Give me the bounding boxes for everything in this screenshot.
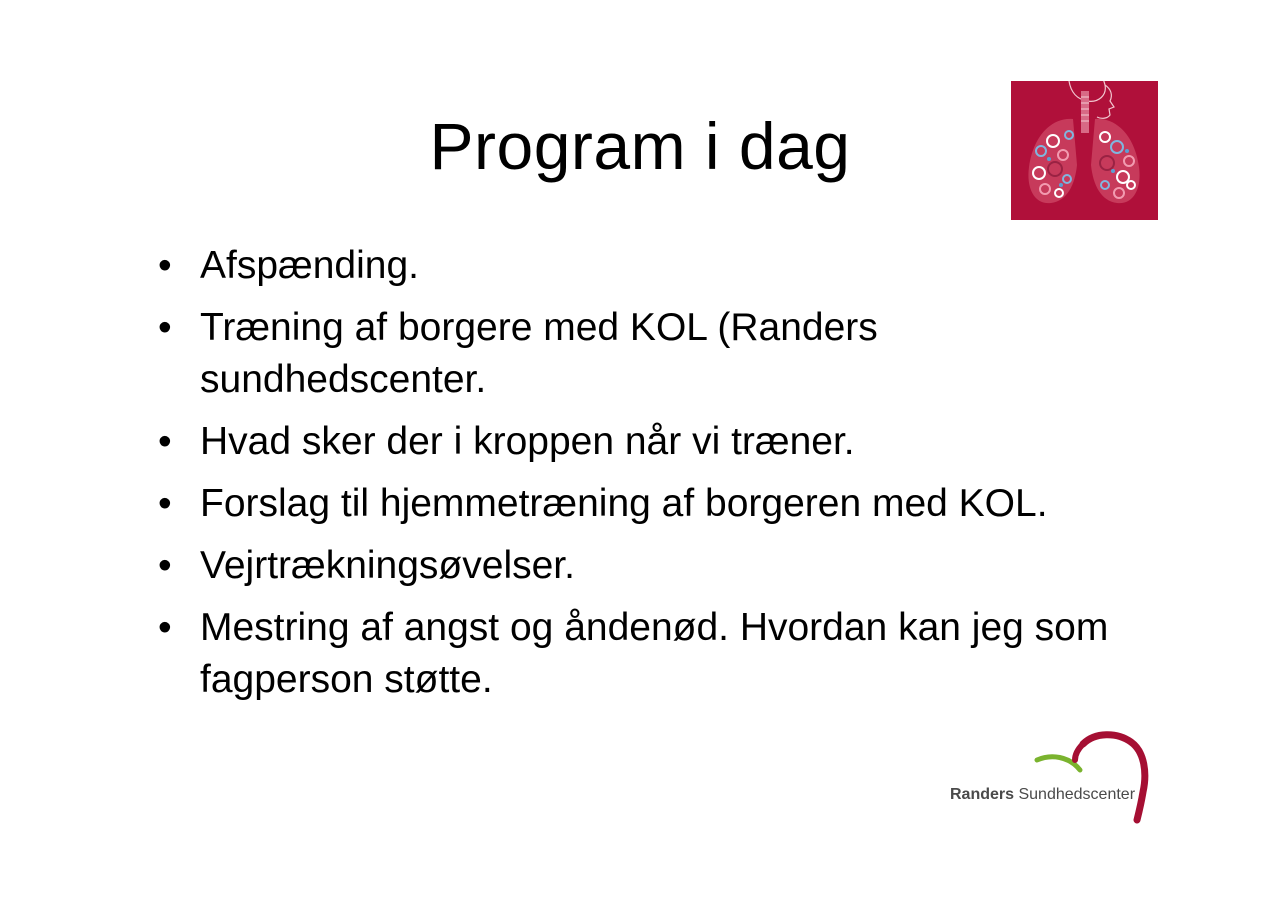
list-item-text: Afspænding. — [200, 244, 419, 287]
bullet-icon: • — [158, 306, 172, 349]
bullet-icon: • — [158, 420, 172, 463]
list-item — [158, 540, 1118, 592]
logo-word-bold: Randers — [950, 786, 1015, 803]
list-item — [158, 240, 1118, 292]
logo-wordmark — [950, 785, 1135, 805]
list-item-text: Forslag til hjemmetræning af borgeren med KOL. — [200, 482, 1048, 525]
list-item — [158, 602, 1118, 706]
list-item — [158, 416, 1118, 468]
lungs-illustration-icon — [1011, 81, 1158, 220]
bullet-icon: • — [158, 606, 172, 649]
list-item — [158, 478, 1118, 530]
bullet-icon: • — [158, 244, 172, 287]
heart-arc-logo-icon — [945, 730, 1155, 825]
agenda-list — [158, 240, 1118, 716]
list-item-text: Træning af borgere med KOL (Randers sundhedscenter. — [200, 306, 878, 401]
logo-word-regular: Sundhedscenter — [1018, 786, 1136, 803]
list-item-text: Vejrtrækningsøvelser. — [200, 544, 575, 587]
bullet-icon: • — [158, 544, 172, 587]
bullet-icon: • — [158, 482, 172, 525]
list-item-text: Hvad sker der i kroppen når vi træner. — [200, 420, 855, 463]
slide-title: Program i dag — [429, 109, 851, 183]
list-item-text: Mestring af angst og åndenød. Hvordan kan jeg som fagperson støtte. — [200, 606, 1109, 701]
randers-sundhedscenter-logo — [945, 730, 1155, 825]
list-item — [158, 302, 1118, 406]
